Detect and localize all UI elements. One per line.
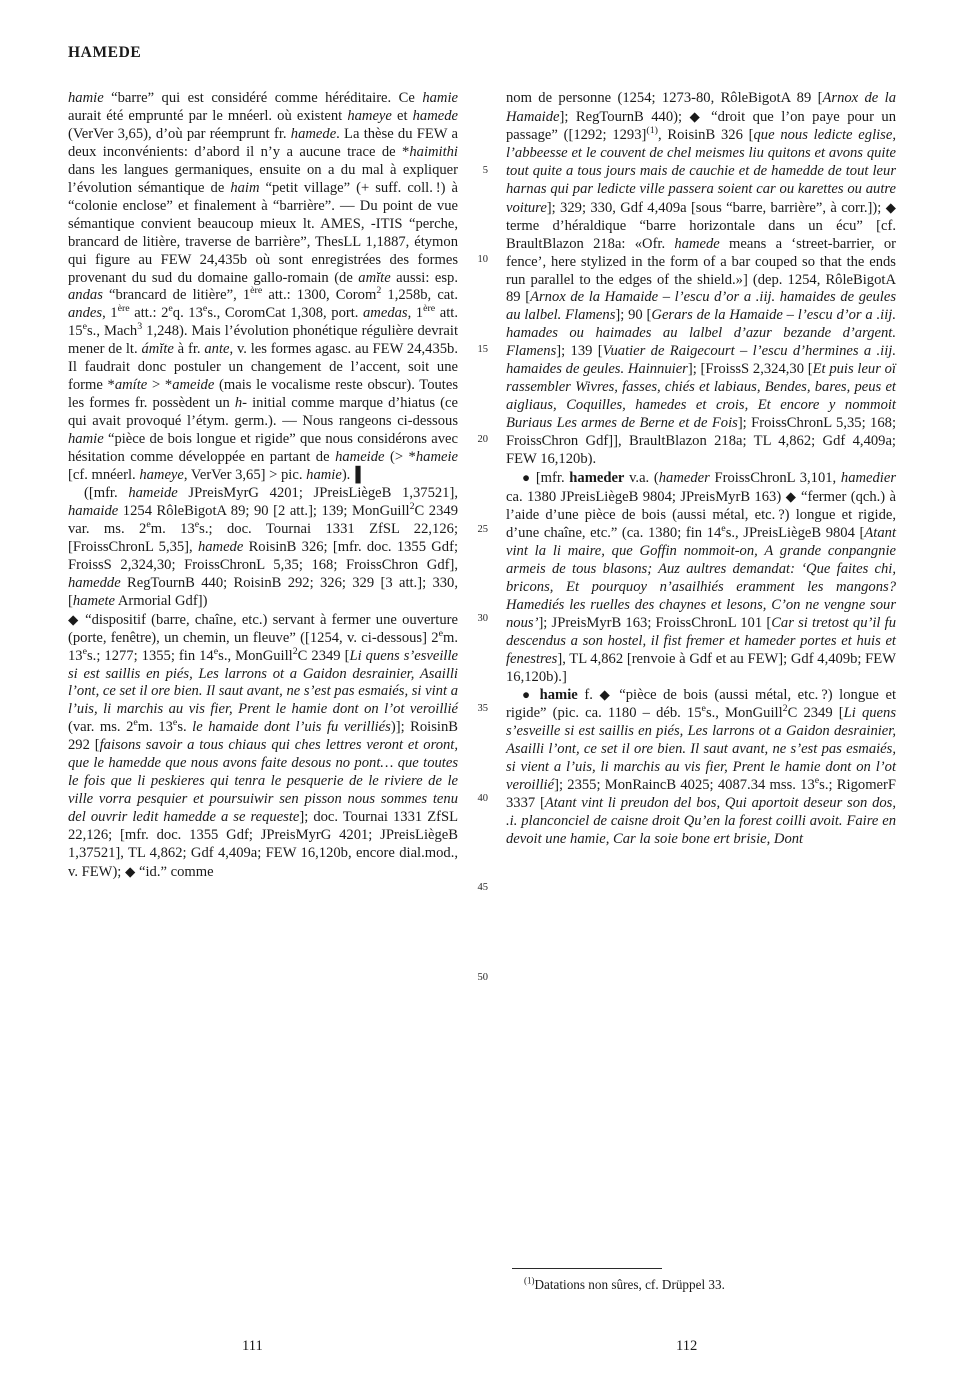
text-run: aussi: esp. [390, 269, 458, 286]
paragraph [506, 469, 896, 686]
line-number-spacer [462, 1005, 488, 1023]
italic-run: ameide [172, 377, 215, 394]
text-run: ]; JPreisMyrB 163; FroissChronL 101 [ [538, 614, 772, 631]
page-number-right: 112 [676, 1338, 698, 1354]
line-number-spacer [462, 234, 488, 252]
italic-run: hamete [72, 592, 116, 609]
italic-run: hamie [68, 90, 104, 106]
diamond-bullet-icon: ◆ [125, 863, 136, 879]
line-number-spacer [462, 287, 488, 305]
italic-run: hamaide [68, 502, 119, 519]
paragraph [68, 611, 458, 882]
line-number-spacer [462, 933, 488, 951]
text-run: ]; 139 [ [556, 343, 603, 360]
text-run: [cf. mnéerl. [68, 467, 140, 484]
superscript-run: 2 [409, 501, 415, 513]
italic-run: hamedde [68, 574, 121, 591]
paragraph [68, 485, 458, 611]
text-run: “petit village” (+ suff. coll. !) à “colonie enclose” et finalement à “barrière”. — Du point de vue sémantique convient beaucoup mieux lt. AMES, -ITIS “perche, brancard de litière, traverse de barrière”, ThesLL 1,1887, étymon qui figure au FEW 24,435b où sont enregistrées des formes provenant du sud du domaine gallo-romain (de [68, 179, 458, 286]
line-number: 40 [477, 792, 488, 804]
italic-run: hameye [347, 107, 392, 124]
footnote-area [506, 1268, 896, 1293]
text-run: v.a. ( [624, 470, 659, 487]
text-run: s., MonGuill [705, 705, 783, 722]
superscript-run: 2 [782, 703, 788, 715]
text-run: “pièce de bois longue et rigide” que nous considérons avec hésitation comme développée en partant de [68, 431, 458, 466]
superscript-run: e [438, 627, 443, 639]
text-run: , 1 [407, 305, 424, 322]
italic-run: hameye [139, 467, 184, 484]
italic-run: hamie [68, 431, 104, 448]
line-number-spacer [462, 861, 488, 879]
line-number-spacer [462, 449, 488, 467]
text-run: FroissChronL 3,101, [709, 470, 841, 487]
diamond-bullet-icon: ◆ [68, 611, 80, 627]
paragraph [506, 686, 896, 849]
headword: hamie [539, 687, 578, 704]
text-run: ]; 90 [ [615, 307, 652, 324]
diamond-bullet-icon: ◆ [689, 108, 704, 124]
diamond-bullet-icon: ◆ [599, 687, 613, 703]
italic-run: Atant vint la li maire, que Goffin nommoit-on, A grande conpangnie armeis de tous blasons; Auz aultres demandat: ‘Que faites chi, bricons, Et pourquoy n’asailhiés eramment les mangons? Hamediés les ruelles des chaynes et lesons, C’on ne vengne sour nous’ [506, 524, 896, 631]
line-number-spacer [462, 323, 488, 341]
text-run: [mfr. [531, 470, 570, 487]
italic-run: Li quens s’esveille si est saillis en piés, Les larrons ot a Gaidon desrainier, Asailli l’ont, ce set il ore bien. Il saut avant, ne s’est pas esmaiés, si vint a l’uis, li marchis au vis fier, Prent le hamie dont on l’ot veroillié [68, 647, 459, 718]
line-number: 35 [477, 702, 488, 714]
line-number-spacer [462, 538, 488, 556]
text-run: m. 13 [137, 719, 173, 736]
superscript-run: e [146, 519, 151, 531]
text-run: à fr. [173, 341, 205, 358]
text-run: “fermer (qch.) à l’aide d’une pièce de bois (aussi métal, etc. ?) longue et rigide, d’une chaîne, etc.” (ca. 1380; fin 14 [506, 488, 896, 541]
text-run: att. 15 [68, 305, 459, 340]
text-run: ]; FroissChronL 5,35; 168; FroissChron Gdf]], BraultBlazon 218a; TL 4,862; Gdf 4,409a; FEW 16,120b). [506, 415, 896, 468]
text-run: ).▐ [341, 467, 361, 484]
text-run: “brancard de litière”, 1 [102, 287, 251, 304]
text-run: , 1 [102, 305, 118, 322]
line-number-spacer [462, 377, 488, 395]
superscript-run: ère [250, 285, 263, 297]
text-run [533, 687, 540, 703]
paragraph [506, 90, 896, 469]
footnote-rule [512, 1268, 662, 1269]
text-run: s.; doc. Tournai 1331 ZfSL 22,126; [FroissChronL 5,35], [68, 520, 458, 555]
italic-run: amedas [363, 305, 408, 322]
italic-run: andas [68, 287, 103, 304]
superscript-run: ère [117, 303, 130, 315]
circle-bullet-icon: ● [522, 470, 532, 486]
superscript-run: 2 [292, 645, 298, 657]
text-run: s. [177, 719, 193, 736]
footnote-marker: (1) [524, 1275, 535, 1286]
superscript-run: (1) [646, 125, 658, 137]
italic-run: amíte [114, 377, 148, 394]
text-run: initial comme marque d’hiatus (ce qui avait provoqué l’étym. germ.). — Nous rangeons ci-dessous [68, 395, 458, 430]
text-run: “dispositif (barre, chaîne, etc.) servant à fermer une ouverture (porte, fenêtre), un chemin, un fleuve” ([1254, v. ci-dessous] 2 [68, 611, 458, 646]
line-number-spacer [462, 592, 488, 610]
superscript-run: e [82, 321, 87, 333]
text-run: ]; 2355; MonRaincB 4025; 4087.34 mss. 13 [554, 777, 815, 794]
italic-run: Arnox de la Hamaide – l’escu d’or a .iij. hamaides de geules au lalbel. Flamens [506, 289, 896, 324]
text-run: ]; doc. Tournai 1331 ZfSL 22,126; [mfr. doc. 1355 Gdf; JPreisMyrG 4201; JPreisLiègeB 1,37521], TL 4,862; Gdf 4,409a; FEW 16,120b, encore dial.mod., v. FEW); [68, 809, 458, 880]
line-number-spacer [462, 915, 488, 933]
italic-run: haimithi [409, 143, 458, 160]
line-number-spacer [462, 90, 488, 108]
line-number-spacer [462, 216, 488, 234]
text-run: att.: 1300, Corom [262, 287, 377, 304]
line-number-spacer [462, 305, 488, 323]
text-run: (VerVer 3,65), d’où par réemprunt fr. [68, 125, 291, 142]
text-run: m. 13 [150, 520, 195, 537]
superscript-run: e [202, 303, 208, 315]
line-number-spacer [462, 718, 488, 736]
italic-run: hamede [197, 538, 244, 555]
line-number-spacer [462, 754, 488, 772]
text-run: Armorial Gdf]) [115, 592, 208, 609]
line-number-spacer [462, 395, 488, 413]
paragraph [68, 90, 458, 485]
line-number-spacer [462, 808, 488, 826]
line-number: 25 [477, 523, 488, 535]
right-column [506, 90, 896, 849]
superscript-run: e [213, 645, 219, 657]
text-run: > * [147, 377, 173, 394]
text-run: (var. ms. 2 [68, 719, 134, 736]
italic-run: ámĭte [141, 341, 174, 358]
superscript-run: e [168, 303, 173, 315]
footnote-body: Datations non sûres, cf. Drüppel 33. [534, 1277, 725, 1292]
line-number-spacer [462, 556, 488, 574]
text-run: ([mfr. [84, 484, 129, 501]
superscript-run: 2 [376, 285, 382, 297]
line-number-gutter [462, 90, 488, 1023]
italic-run: le hamaide dont l’uis fu verilliés [192, 719, 391, 736]
italic-run: que nous ledicte eglise, l’abbeesse et le couvent de chel meismes liu quitons et avons quite tout quite a tous jours mais de cauchie et de hamedde de tout leur harnas qui par ledicte ville passera soient car ou karettes ou autre voiture [506, 126, 896, 216]
line-number: 30 [477, 613, 488, 625]
text-run: ca. 1380 JPreisLiègeB 9804; JPreisMyrB 163) [506, 488, 786, 505]
line-number-spacer [462, 843, 488, 861]
italic-run: Et puis leur oï rassembler Wivres, fasses, chiés et labiaus, Bendes, bares, peus et aigliaus, Coquilles, hamedes et crois, Et encore y nommoit Buriaus Les armes de Berne et de Fois [506, 361, 896, 432]
text-run: 1,258b, cat. [381, 287, 458, 304]
line-number: 45 [477, 882, 488, 894]
italic-run: hamie [306, 467, 342, 484]
text-run: s., MonGuill [218, 647, 293, 664]
text-run: s., JPreisLiègeB 9804 [ [725, 524, 865, 541]
superscript-run: e [701, 703, 706, 715]
superscript-run: e [82, 645, 87, 657]
text-run: dans les langues germaniques, ensuite on a du mal à expliquer l’évolution sémantique de [68, 161, 458, 196]
line-number-spacer [462, 897, 488, 915]
italic-run: hamede [290, 125, 337, 142]
superscript-run: 3 [137, 321, 143, 333]
italic-run: Vuatier de Raigecourt – l’escu d’hermines a .iij. hamaides de geules. Hainnuier [506, 343, 896, 378]
text-run: 1254 RôleBigotA 89; 90 [2 att.]; 139; MonGuill [118, 502, 410, 519]
line-number-spacer [462, 503, 488, 521]
text-run: , RoisinB 326 [ [657, 126, 754, 143]
line-number-spacer [462, 485, 488, 503]
text-run: C 2349 var. ms. 2 [68, 502, 458, 537]
line-number-spacer [462, 467, 488, 485]
line-number-spacer [462, 682, 488, 700]
superscript-run: e [194, 519, 200, 531]
text-run: s.; 1277; 1355; fin 14 [87, 647, 214, 664]
text-run: )]; RoisinB 292 [ [68, 719, 458, 754]
superscript-run: e [814, 775, 820, 787]
italic-run: amĭte [358, 269, 391, 286]
line-number-spacer [462, 180, 488, 198]
text-run: s., CoromCat 1,308, port. [207, 305, 363, 322]
italic-run: hamede [412, 107, 458, 124]
superscript-run: e [133, 717, 138, 729]
text-run: “barre” qui est considéré comme héréditaire. Ce [103, 90, 423, 106]
superscript-run: ère [423, 303, 436, 315]
italic-run: Atant vint li preudon del bos, Qui aportoit deseur son dos, .i. planconciel de caisne droit Qu’en la forest coilli avoit. Faire en devoit une hamie, Car la soie bone ert brisie, Dont [506, 795, 897, 848]
italic-run: hameder [658, 470, 710, 487]
running-head: HAMEDE [68, 44, 142, 61]
text-run: ], TL 4,862 [renvoie à Gdf et au FEW]; Gdf 4,409b; FEW 16,120b).] [506, 650, 896, 685]
italic-run: haim [230, 179, 260, 196]
text-run: means a ‘street-barrier, or fence’, here stylized in the form of a bar couped so that the ends run parallel to the edges of the shield.»] (dep. 1254, RôleBigotA 89 [ [506, 235, 896, 306]
text-run: . La thèse du FEW a deux inconvénients: d’abord il n’y a aucune trace de * [68, 125, 458, 160]
line-number-spacer [462, 772, 488, 790]
text-run: C 2349 [ [787, 705, 844, 722]
text-run: m. 13 [68, 629, 458, 664]
line-number-spacer [462, 144, 488, 162]
line-number-spacer [462, 628, 488, 646]
text-run: et [391, 107, 413, 124]
text-run: f. [577, 687, 600, 704]
line-number-spacer [462, 108, 488, 126]
italic-run: hameide [335, 449, 385, 466]
line-number-spacer [462, 646, 488, 664]
line-number-spacer [462, 269, 488, 287]
page-number-left: 111 [242, 1338, 263, 1354]
text-run: 1,248). Mais l’évolution phonétique régulière devrait mener de lt. [68, 323, 458, 358]
text-run: ]; RegTournB 440); [559, 108, 690, 125]
text-run: RoisinB 326; [mfr. doc. 1355 Gdf; FroissS 2,324,30; FroissChronL 5,35; 168; FroissChron Gdf], [68, 538, 458, 573]
superscript-run: e [172, 717, 178, 729]
italic-run: Li quens s’esveille si est saillis en piés, Les larrons ot a Gaidon desrainier, Asailli l’ont, ce set il ore bien. Il saut avant, ne s’est pas esmaiés, si vient a l’uis, li marchis au vis fier, Prent le hamie dont on l’ot veroillié [506, 705, 896, 794]
line-number: 50 [477, 971, 488, 983]
text-run: aurait été emprunté par le mnéerl. où existent [68, 107, 348, 124]
italic-run: faisons savoir a tous chiaus qui ches lettres veront et oront, que le hamedde que nous avons faite desous no pont… que toutes le fois que li peskieres qui tenra le pesquerie de le riviere de le ville vorra pesquier et poursuiwir sen pisson nous sommes tenu del ouvrir ledit hamedde a se requeste [68, 737, 458, 826]
text-run: , v. les formes agasc. au FEW 24,435b. Il faudrait donc postuler un changement de l’accent, soit une forme * [68, 341, 458, 394]
italic-run: hamie [422, 90, 458, 106]
text-run: “droit que l’on paye pour un passage” ([1292; 1293] [506, 108, 897, 143]
text-run: att.: 2 [129, 305, 169, 322]
text-run: terme d’héraldique “barre horizontale dans un écu” [cf. BraultBlazon 218a: «Ofr. [506, 217, 896, 252]
text-run: (mais le vocalisme reste obscur). Toutes les formes fr. possèdent un [68, 377, 458, 412]
italic-run: hameide [128, 484, 178, 501]
italic-run: Arnox de la Hamaide [506, 90, 896, 125]
text-run: “pièce de bois (aussi métal, etc. ?) longue et rigide” (pic. ca. 1180 – déb. 15 [506, 687, 897, 722]
italic-run: hamede [674, 235, 720, 252]
italic-run: Car si tretost qu’il fu descendus a son hostel, il fist fremer et hameder portes et huis et fenestres [506, 614, 896, 667]
text-run: ]; [FroissS 2,324,30 [ [687, 361, 813, 378]
text-run: “id.” comme [135, 863, 214, 880]
text-run: ]; 329; 330, Gdf 4,409a [sous “barre, barrière”, à corr.]); [546, 199, 886, 216]
text-run: C 2349 [ [297, 647, 350, 664]
line-number-spacer [462, 987, 488, 1005]
text-run: RegTournB 440; RoisinB 292; 326; 329 [3 att.]; 330, [ [68, 574, 458, 609]
line-number-spacer [462, 126, 488, 144]
text-run: s., Mach [87, 323, 138, 340]
line-number-spacer [462, 413, 488, 431]
footnote-text [506, 1277, 896, 1293]
line-number-spacer [462, 736, 488, 754]
text-run: JPreisMyrG 4201; JPreisLiègeB 1,37521], [177, 484, 458, 501]
text-run: (> * [384, 449, 416, 466]
line-number: 20 [477, 433, 488, 445]
text-run: nom de personne (1254; 1273-80, RôleBigotA 89 [ [506, 90, 823, 106]
diamond-bullet-icon: ◆ [785, 488, 797, 504]
line-number-spacer [462, 359, 488, 377]
italic-run: ante [204, 341, 230, 358]
line-number-spacer [462, 198, 488, 216]
italic-run: hamedier [840, 470, 897, 487]
text-run: , VerVer 3,65] > pic. [183, 467, 307, 484]
italic-run: hameie [415, 449, 459, 466]
headword: hameder [569, 470, 625, 487]
italic-run: Gerars de la Hamaide – l’escu d’or a .iij. hamades ou haimades au lalbel d’azur bezande d’argent. Flamens [506, 307, 896, 360]
text-run: q. 13 [172, 305, 203, 322]
line-number-spacer [462, 951, 488, 969]
line-number: 15 [477, 344, 488, 356]
italic-run: h- [234, 395, 248, 412]
line-number: 10 [477, 254, 488, 266]
italic-run: andes [68, 305, 103, 322]
line-number-spacer [462, 574, 488, 592]
diamond-bullet-icon: ◆ [885, 199, 896, 215]
line-number-spacer [462, 825, 488, 843]
line-number-spacer [462, 664, 488, 682]
superscript-run: e [721, 523, 726, 535]
circle-bullet-icon: ● [522, 687, 534, 703]
left-column [68, 90, 458, 882]
line-number: 5 [482, 164, 488, 176]
text-run: s.; RigomerF 3337 [ [506, 777, 896, 812]
